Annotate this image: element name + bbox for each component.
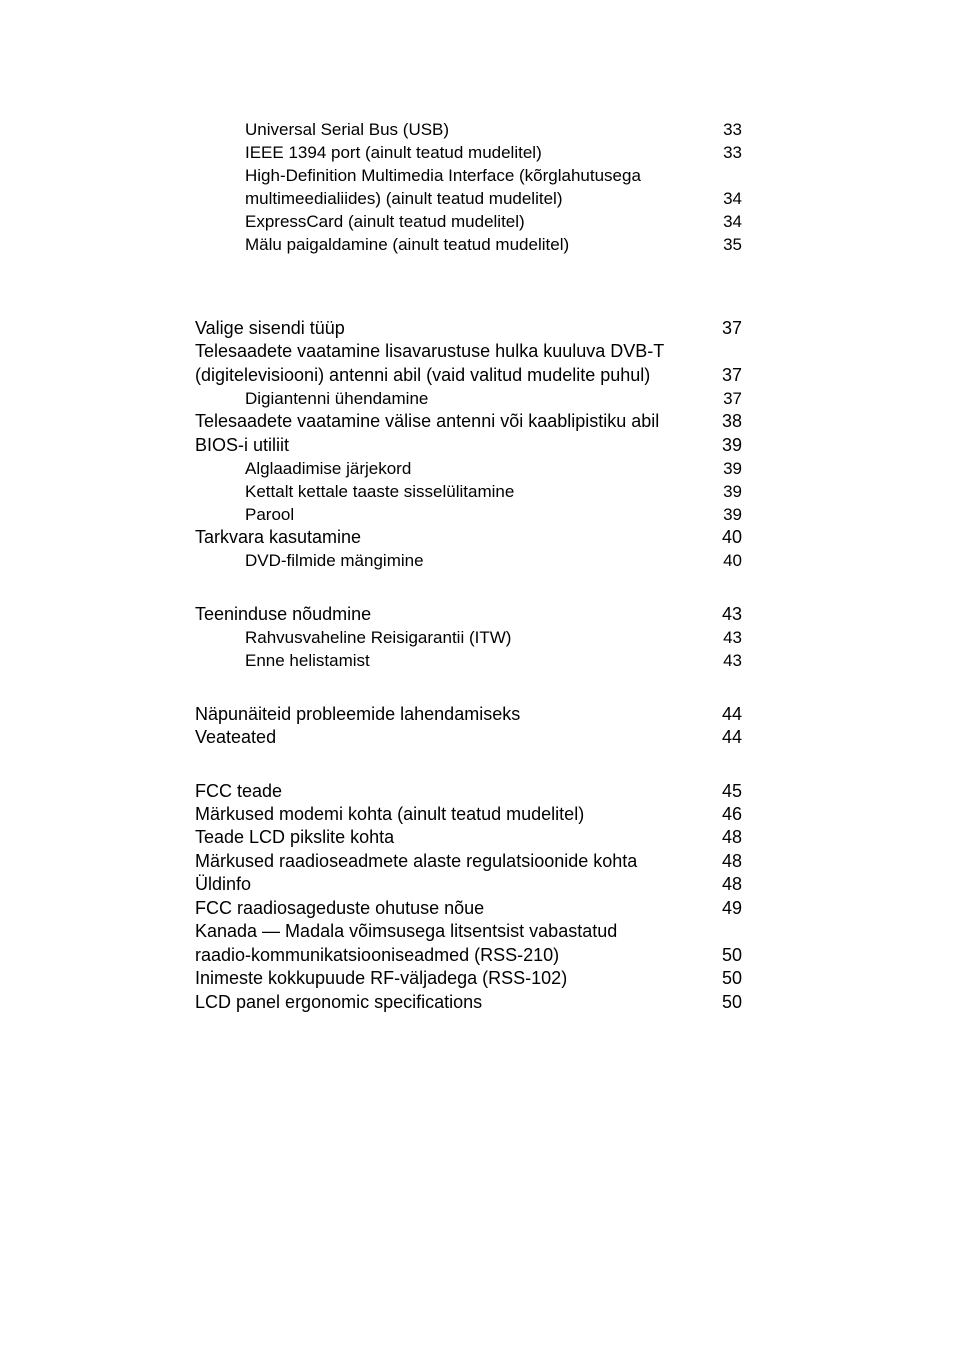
toc-entry-page: 37 <box>721 365 742 385</box>
toc-entry-title: Valige sisendi tüüp <box>195 318 345 338</box>
toc-entry-title: BIOS-i utiliit <box>195 435 290 455</box>
toc-entry-title: Tarkvara kasutamine <box>195 527 362 547</box>
toc-entry-title: Rahvusvaheline Reisigarantii (ITW) <box>245 628 512 647</box>
toc-entry-page: 34 <box>723 212 742 231</box>
toc-entry-page: 39 <box>723 482 742 501</box>
toc-entry-title: ExpressCard (ainult teatud mudelitel) <box>245 212 525 231</box>
toc-entry-page: 44 <box>721 704 742 724</box>
toc-entry-page: 37 <box>721 318 742 338</box>
toc-entry-page: 46 <box>721 804 742 824</box>
toc-entry-page: 37 <box>723 389 742 408</box>
toc-entry-title: FCC teade <box>195 781 283 801</box>
toc-entry-title: Parool <box>245 505 295 524</box>
toc-entry-title: Inimeste kokkupuude RF-väljadega (RSS-102) <box>195 968 568 988</box>
toc-entry-title: FCC raadiosageduste ohutuse nõue <box>195 898 485 918</box>
toc-entry-title: Kettalt kettale taaste sisselülitamine <box>245 482 515 501</box>
toc-entry-page: 39 <box>721 435 742 455</box>
toc-entry-page: 38 <box>721 411 742 431</box>
toc-entry-title: Märkused modemi kohta (ainult teatud mudelitel) <box>195 804 585 824</box>
toc-entry-title: Veateated <box>195 727 277 747</box>
toc-entry-title: Telesaadete vaatamine välise antenni või kaablipistiku abil <box>195 411 660 431</box>
toc-entry-page: 39 <box>723 505 742 524</box>
toc-entry-page: 45 <box>721 781 742 801</box>
toc-entry-page: 43 <box>723 628 742 647</box>
toc-entry-page: 33 <box>723 143 742 162</box>
toc-entry-title: DVD-filmide mängimine <box>245 551 424 570</box>
toc-entry-title: Universal Serial Bus (USB) <box>245 120 450 139</box>
toc-entry-page: 43 <box>723 651 742 670</box>
toc-entry-title: Märkused raadioseadmete alaste regulatsioonide kohta <box>195 851 638 871</box>
toc-entry-page: 49 <box>721 898 742 918</box>
toc-entry-title: LCD panel ergonomic specifications <box>195 992 483 1012</box>
toc-entry-page: 34 <box>723 189 742 208</box>
toc-entry-page: 48 <box>721 851 742 871</box>
toc-entry-page: 39 <box>723 459 742 478</box>
toc-entry-page: 40 <box>721 527 742 547</box>
toc-entry-title: Näpunäiteid probleemide lahendamiseks <box>195 704 521 724</box>
toc-entry-title: Mälu paigaldamine (ainult teatud mudelitel) <box>245 235 570 254</box>
toc-entry-page: 35 <box>723 235 742 254</box>
toc-entry-page: 44 <box>721 727 742 747</box>
toc-entry-title: Teade LCD pikslite kohta <box>195 827 395 847</box>
toc-entry-title: Enne helistamist <box>245 651 370 670</box>
toc-entry-page: 48 <box>721 827 742 847</box>
toc-entry-page: 50 <box>721 968 742 988</box>
toc-entry-page: 48 <box>721 874 742 894</box>
toc-entry-page: 40 <box>723 551 742 570</box>
toc-entry-title: (digitelevisiooni) antenni abil (vaid valitud mudelite puhul) <box>195 365 651 385</box>
toc-entry-title: Telesaadete vaatamine lisavarustuse hulka kuuluva DVB-T <box>195 341 665 361</box>
toc-entry-title: Kanada — Madala võimsusega litsentsist vabastatud <box>195 921 618 941</box>
toc-entry-page: 50 <box>721 945 742 965</box>
toc-entry-title: raadio-kommunikatsiooniseadmed (RSS-210) <box>195 945 560 965</box>
toc-entry-title: IEEE 1394 port (ainult teatud mudelitel) <box>245 143 542 162</box>
toc-entry-page: 43 <box>721 604 742 624</box>
toc-entry-title: Digiantenni ühendamine <box>245 389 429 408</box>
toc-entry-title: multimeedialiides) (ainult teatud mudelitel) <box>245 189 563 208</box>
toc-entry-title: Üldinfo <box>195 874 252 894</box>
toc-entry-page: 50 <box>721 992 742 1012</box>
toc-entry-title: High-Definition Multimedia Interface (kõrglahutusega <box>245 166 641 185</box>
toc-entry-title: Teeninduse nõudmine <box>195 604 372 624</box>
toc-entry-title: Alglaadimise järjekord <box>245 459 412 478</box>
toc-entry-page: 33 <box>723 120 742 139</box>
